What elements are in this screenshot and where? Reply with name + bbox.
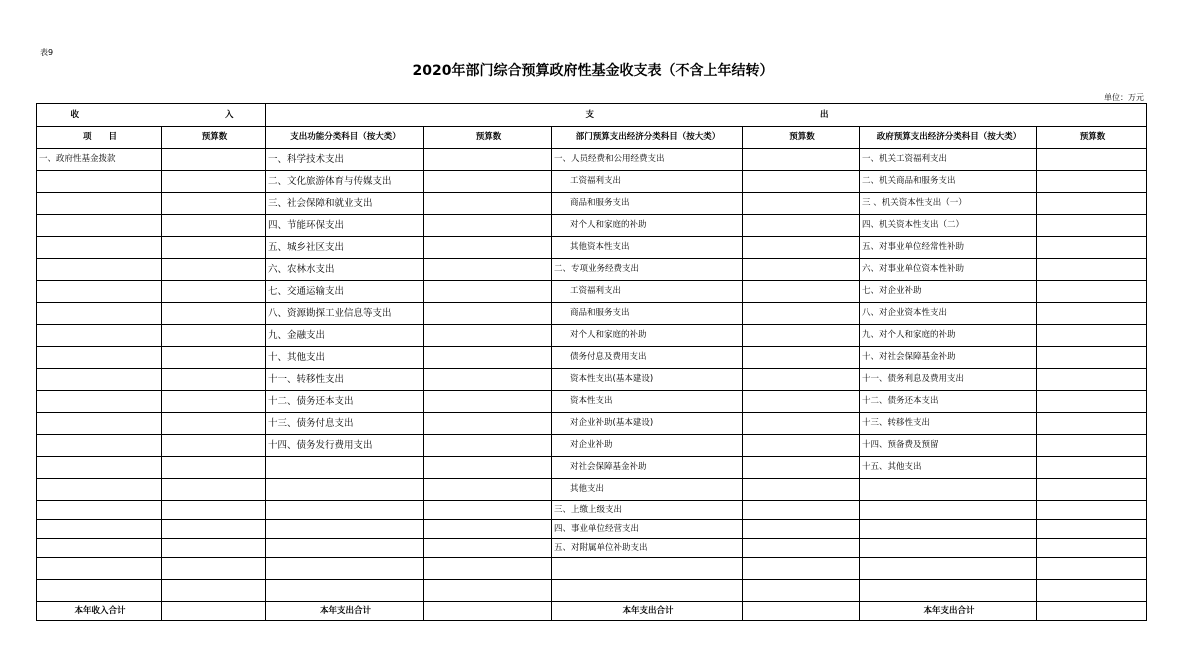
gov-cell: 十四、预备费及预留 [860,435,1037,457]
budget-cell [424,193,552,215]
gov-cell: 二、机关商品和服务支出 [860,171,1037,193]
income-header-b: 入 [224,109,234,120]
func-cell: 十、其他支出 [266,347,424,369]
budget-cell [162,149,266,171]
gov-cell: 十二、债务还本支出 [860,391,1037,413]
budget-cell [424,215,552,237]
budget-cell [743,193,860,215]
table-row [37,303,1147,325]
budget-cell [743,149,860,171]
income-cell [37,539,162,558]
budget-cell [743,479,860,501]
totals-row [37,602,1147,621]
table-row [37,193,1147,215]
income-cell [37,435,162,457]
budget-cell [162,501,266,520]
income-cell [37,325,162,347]
table-row [37,237,1147,259]
income-cell [37,479,162,501]
gov-cell: 十一、债务利息及费用支出 [860,369,1037,391]
func-cell: 八、资源勘探工业信息等支出 [266,303,424,325]
table-number: 表9 [40,48,54,57]
budget-cell [1037,347,1147,369]
table-row [37,539,1147,558]
dept-cell: 资本性支出(基本建设) [552,369,743,391]
budget-cell [162,171,266,193]
table-row [37,520,1147,539]
unit-label: 单位：万元 [1104,93,1144,102]
budget-cell [1037,520,1147,539]
func-cell: 十二、债务还本支出 [266,391,424,413]
col-gov: 政府预算支出经济分类科目（按大类） [860,127,1037,149]
dept-cell: 其他资本性支出 [552,237,743,259]
func-cell [266,479,424,501]
budget-cell [743,457,860,479]
budget-cell [424,325,552,347]
budget-cell [424,391,552,413]
budget-table [36,103,1147,621]
budget-cell [743,237,860,259]
budget-cell [743,259,860,281]
total-gov-label: 本年支出合计 [860,602,1037,621]
budget-cell [743,281,860,303]
income-cell [37,413,162,435]
budget-cell [424,237,552,259]
income-cell [37,237,162,259]
expense-header-b: 出 [820,109,829,120]
budget-cell [162,215,266,237]
dept-cell: 一、人员经费和公用经费支出 [552,149,743,171]
table-row [37,413,1147,435]
total-func-label: 本年支出合计 [266,602,424,621]
budget-cell [743,558,860,580]
col-item: 项 目 [37,127,162,149]
table-row [37,281,1147,303]
table-row [37,479,1147,501]
func-cell: 三、社会保障和就业支出 [266,193,424,215]
total-income-label: 本年收入合计 [37,602,162,621]
budget-cell [162,580,266,602]
budget-cell [162,325,266,347]
income-cell [37,303,162,325]
budget-cell [424,281,552,303]
budget-cell [162,602,266,621]
gov-cell: 十三、转移性支出 [860,413,1037,435]
budget-cell [162,347,266,369]
budget-cell [162,369,266,391]
dept-cell: 商品和服务支出 [552,303,743,325]
func-cell [266,520,424,539]
budget-cell [743,501,860,520]
table-row [37,558,1147,580]
income-header-a: 收 [70,109,80,120]
dept-cell: 对个人和家庭的补助 [552,215,743,237]
budget-cell [424,259,552,281]
func-cell: 一、科学技术支出 [266,149,424,171]
gov-cell [860,580,1037,602]
budget-cell [162,281,266,303]
income-cell [37,259,162,281]
dept-cell: 商品和服务支出 [552,193,743,215]
budget-cell [743,369,860,391]
func-cell: 二、文化旅游体育与传媒支出 [266,171,424,193]
budget-cell [162,391,266,413]
income-cell [37,171,162,193]
col-budget-4: 预算数 [1037,127,1147,149]
budget-cell [1037,479,1147,501]
budget-cell [1037,171,1147,193]
budget-cell [424,149,552,171]
budget-cell [743,347,860,369]
gov-cell [860,539,1037,558]
budget-cell [743,435,860,457]
func-cell: 十三、债务付息支出 [266,413,424,435]
dept-cell: 对企业补助 [552,435,743,457]
dept-cell: 资本性支出 [552,391,743,413]
budget-cell [424,479,552,501]
budget-cell [743,602,860,621]
budget-cell [1037,303,1147,325]
dept-cell: 二、专项业务经费支出 [552,259,743,281]
table-row [37,215,1147,237]
func-cell [266,501,424,520]
gov-cell [860,479,1037,501]
func-cell: 七、交通运输支出 [266,281,424,303]
func-cell: 十一、转移性支出 [266,369,424,391]
budget-cell [162,259,266,281]
column-header-row [37,127,1147,149]
budget-cell [1037,325,1147,347]
income-cell [37,193,162,215]
budget-cell [162,457,266,479]
gov-cell: 十、对社会保障基金补助 [860,347,1037,369]
income-cell [37,580,162,602]
budget-cell [424,558,552,580]
dept-cell: 对企业补助(基本建设) [552,413,743,435]
budget-cell [743,303,860,325]
budget-cell [743,391,860,413]
budget-cell [424,501,552,520]
table-row [37,369,1147,391]
expense-header [266,104,1147,127]
table-row [37,435,1147,457]
gov-cell: 四、机关资本性支出（二） [860,215,1037,237]
budget-cell [1037,558,1147,580]
col-budget-2: 预算数 [424,127,552,149]
dept-cell: 工资福利支出 [552,281,743,303]
gov-cell [860,558,1037,580]
func-cell: 六、农林水支出 [266,259,424,281]
gov-cell: 九、对个人和家庭的补助 [860,325,1037,347]
gov-cell [860,501,1037,520]
budget-cell [1037,193,1147,215]
page-title: 2020年部门综合预算政府性基金收支表（不含上年结转） [412,63,774,79]
income-cell [37,520,162,539]
col-func: 支出功能分类科目（按大类） [266,127,424,149]
budget-cell [162,435,266,457]
func-cell [266,558,424,580]
func-cell [266,539,424,558]
budget-cell [743,539,860,558]
table-row [37,325,1147,347]
budget-cell [743,325,860,347]
expense-header-a: 支 [585,109,595,120]
table-row [37,501,1147,520]
budget-cell [1037,435,1147,457]
func-cell: 四、节能环保支出 [266,215,424,237]
table-row [37,171,1147,193]
gov-cell: 十五、其他支出 [860,457,1037,479]
gov-cell [860,520,1037,539]
gov-cell: 一、机关工资福利支出 [860,149,1037,171]
gov-cell: 五、对事业单位经常性补助 [860,237,1037,259]
budget-cell [1037,215,1147,237]
col-budget-3: 预算数 [743,127,860,149]
budget-cell [162,479,266,501]
budget-cell [162,558,266,580]
income-cell [37,391,162,413]
budget-cell [424,520,552,539]
budget-cell [1037,237,1147,259]
table-row [37,259,1147,281]
budget-cell [424,171,552,193]
income-cell [37,215,162,237]
budget-cell [743,413,860,435]
table-row [37,149,1147,171]
budget-cell [743,520,860,539]
dept-cell: 其他支出 [552,479,743,501]
dept-cell: 五、对附属单位补助支出 [552,539,743,558]
total-dept-label: 本年支出合计 [552,602,743,621]
budget-cell [1037,457,1147,479]
budget-cell [1037,149,1147,171]
table-row [37,347,1147,369]
col-dept: 部门预算支出经济分类科目（按大类） [552,127,743,149]
income-cell [37,347,162,369]
gov-cell: 三 、机关资本性支出（一） [860,193,1037,215]
budget-cell [424,369,552,391]
income-header [37,104,266,127]
budget-cell [162,520,266,539]
budget-cell [1037,281,1147,303]
budget-cell [1037,602,1147,621]
gov-cell: 七、对企业补助 [860,281,1037,303]
dept-cell: 债务付息及费用支出 [552,347,743,369]
income-cell [37,558,162,580]
gov-cell: 八、对企业资本性支出 [860,303,1037,325]
top-header-row [37,104,1147,127]
budget-cell [162,539,266,558]
income-cell [37,281,162,303]
func-cell: 十四、债务发行费用支出 [266,435,424,457]
dept-cell [552,558,743,580]
budget-cell [743,215,860,237]
func-cell: 九、金融支出 [266,325,424,347]
gov-cell: 六、对事业单位资本性补助 [860,259,1037,281]
func-cell [266,457,424,479]
dept-cell: 对社会保障基金补助 [552,457,743,479]
budget-cell [1037,259,1147,281]
table-row [37,391,1147,413]
budget-cell [743,171,860,193]
budget-cell [424,303,552,325]
dept-cell: 对个人和家庭的补助 [552,325,743,347]
budget-cell [162,193,266,215]
budget-cell [1037,501,1147,520]
col-budget-1: 预算数 [162,127,266,149]
budget-cell [743,580,860,602]
income-cell [37,501,162,520]
dept-cell: 四、事业单位经营支出 [552,520,743,539]
budget-cell [424,602,552,621]
table-row [37,457,1147,479]
dept-cell [552,580,743,602]
budget-cell [162,237,266,259]
budget-cell [1037,539,1147,558]
dept-cell: 三、上缴上级支出 [552,501,743,520]
table-row [37,580,1147,602]
budget-cell [162,413,266,435]
income-cell: 一、政府性基金拨款 [37,149,162,171]
budget-cell [1037,580,1147,602]
budget-cell [424,539,552,558]
income-cell [37,457,162,479]
budget-cell [1037,391,1147,413]
budget-cell [424,457,552,479]
budget-cell [424,435,552,457]
dept-cell: 工资福利支出 [552,171,743,193]
budget-cell [424,413,552,435]
budget-cell [424,580,552,602]
func-cell [266,580,424,602]
budget-cell [1037,413,1147,435]
budget-cell [1037,369,1147,391]
func-cell: 五、城乡社区支出 [266,237,424,259]
budget-cell [424,347,552,369]
income-cell [37,369,162,391]
budget-cell [162,303,266,325]
